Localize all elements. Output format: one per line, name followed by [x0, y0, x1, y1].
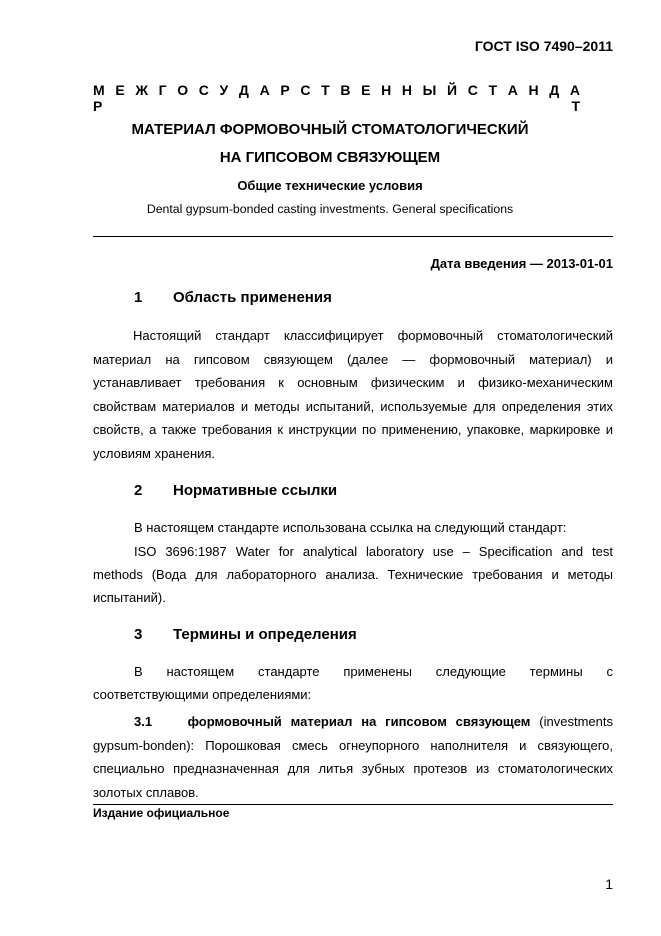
section-2-reference-line-2: methods (Вода для лабораторного анализа. Технические требования и методы [93, 567, 613, 582]
definition-term: формовочный материал на гипсовом связующем [187, 714, 531, 729]
definition-number: 3.1 [134, 714, 153, 729]
section-2-intro: В настоящем стандарте использована ссылка на следующий стандарт: [134, 520, 567, 535]
effective-date: Дата введения — 2013-01-01 [430, 256, 613, 271]
section-1-text: Настоящий стандарт классифицирует формовочный стоматологический материал на гипсовом связующем (далее — формовочный материал) и устанавливает требования к основным физическим и физико-механическим свойствам материалов и методы испытаний, используемые для определения этих свойств, а также требования к инструкции по применению, упаковке, маркировке и условиям хранения. [93, 328, 613, 461]
section-3-title: Термины и определения [173, 626, 357, 643]
section-2-title: Нормативные ссылки [173, 482, 338, 499]
section-2-reference-line-3: испытаний). [93, 590, 166, 605]
section-1-title: Область применения [173, 289, 332, 306]
section-1-number: 1 [134, 289, 143, 306]
definition-3-1 [93, 710, 613, 804]
definition-text: (investments gypsum-bonden): Порошковая смесь огнеупорного наполнителя и связующего, специально предназначенная для литья зубных протезов из стоматологических золотых сплавов. [93, 714, 613, 800]
title-divider [93, 236, 613, 237]
document-title-line-1: МАТЕРИАЛ ФОРМОВОЧНЫЙ СТОМАТОЛОГИЧЕСКИЙ [131, 121, 529, 138]
page-number: 1 [605, 876, 613, 892]
english-title: Dental gypsum-bonded casting investments. General specifications [146, 202, 514, 216]
section-2-number: 2 [134, 482, 143, 499]
section-3-number: 3 [134, 626, 143, 643]
edition-note: Издание официальное [93, 806, 230, 820]
document-title-line-2: НА ГИПСОВОМ СВЯЗУЮЩЕМ [219, 149, 441, 166]
document-subtitle: Общие технические условия [237, 178, 423, 193]
footer-divider [93, 804, 613, 805]
standard-id: ГОСТ ISO 7490–2011 [474, 38, 613, 54]
section-3-intro-line-2: соответствующими определениями: [93, 687, 312, 702]
section-3-intro-line-1: В настоящем стандарте применены следующие термины с [134, 664, 613, 679]
section-2-reference-line-1: ISO 3696:1987 Water for analytical laboratory use – Specification and test [134, 544, 613, 559]
interstate-standard-label: М Е Ж Г О С У Д А Р С Т В Е Н Н Ы Й С Т А Н Д А Р Т [93, 82, 583, 114]
